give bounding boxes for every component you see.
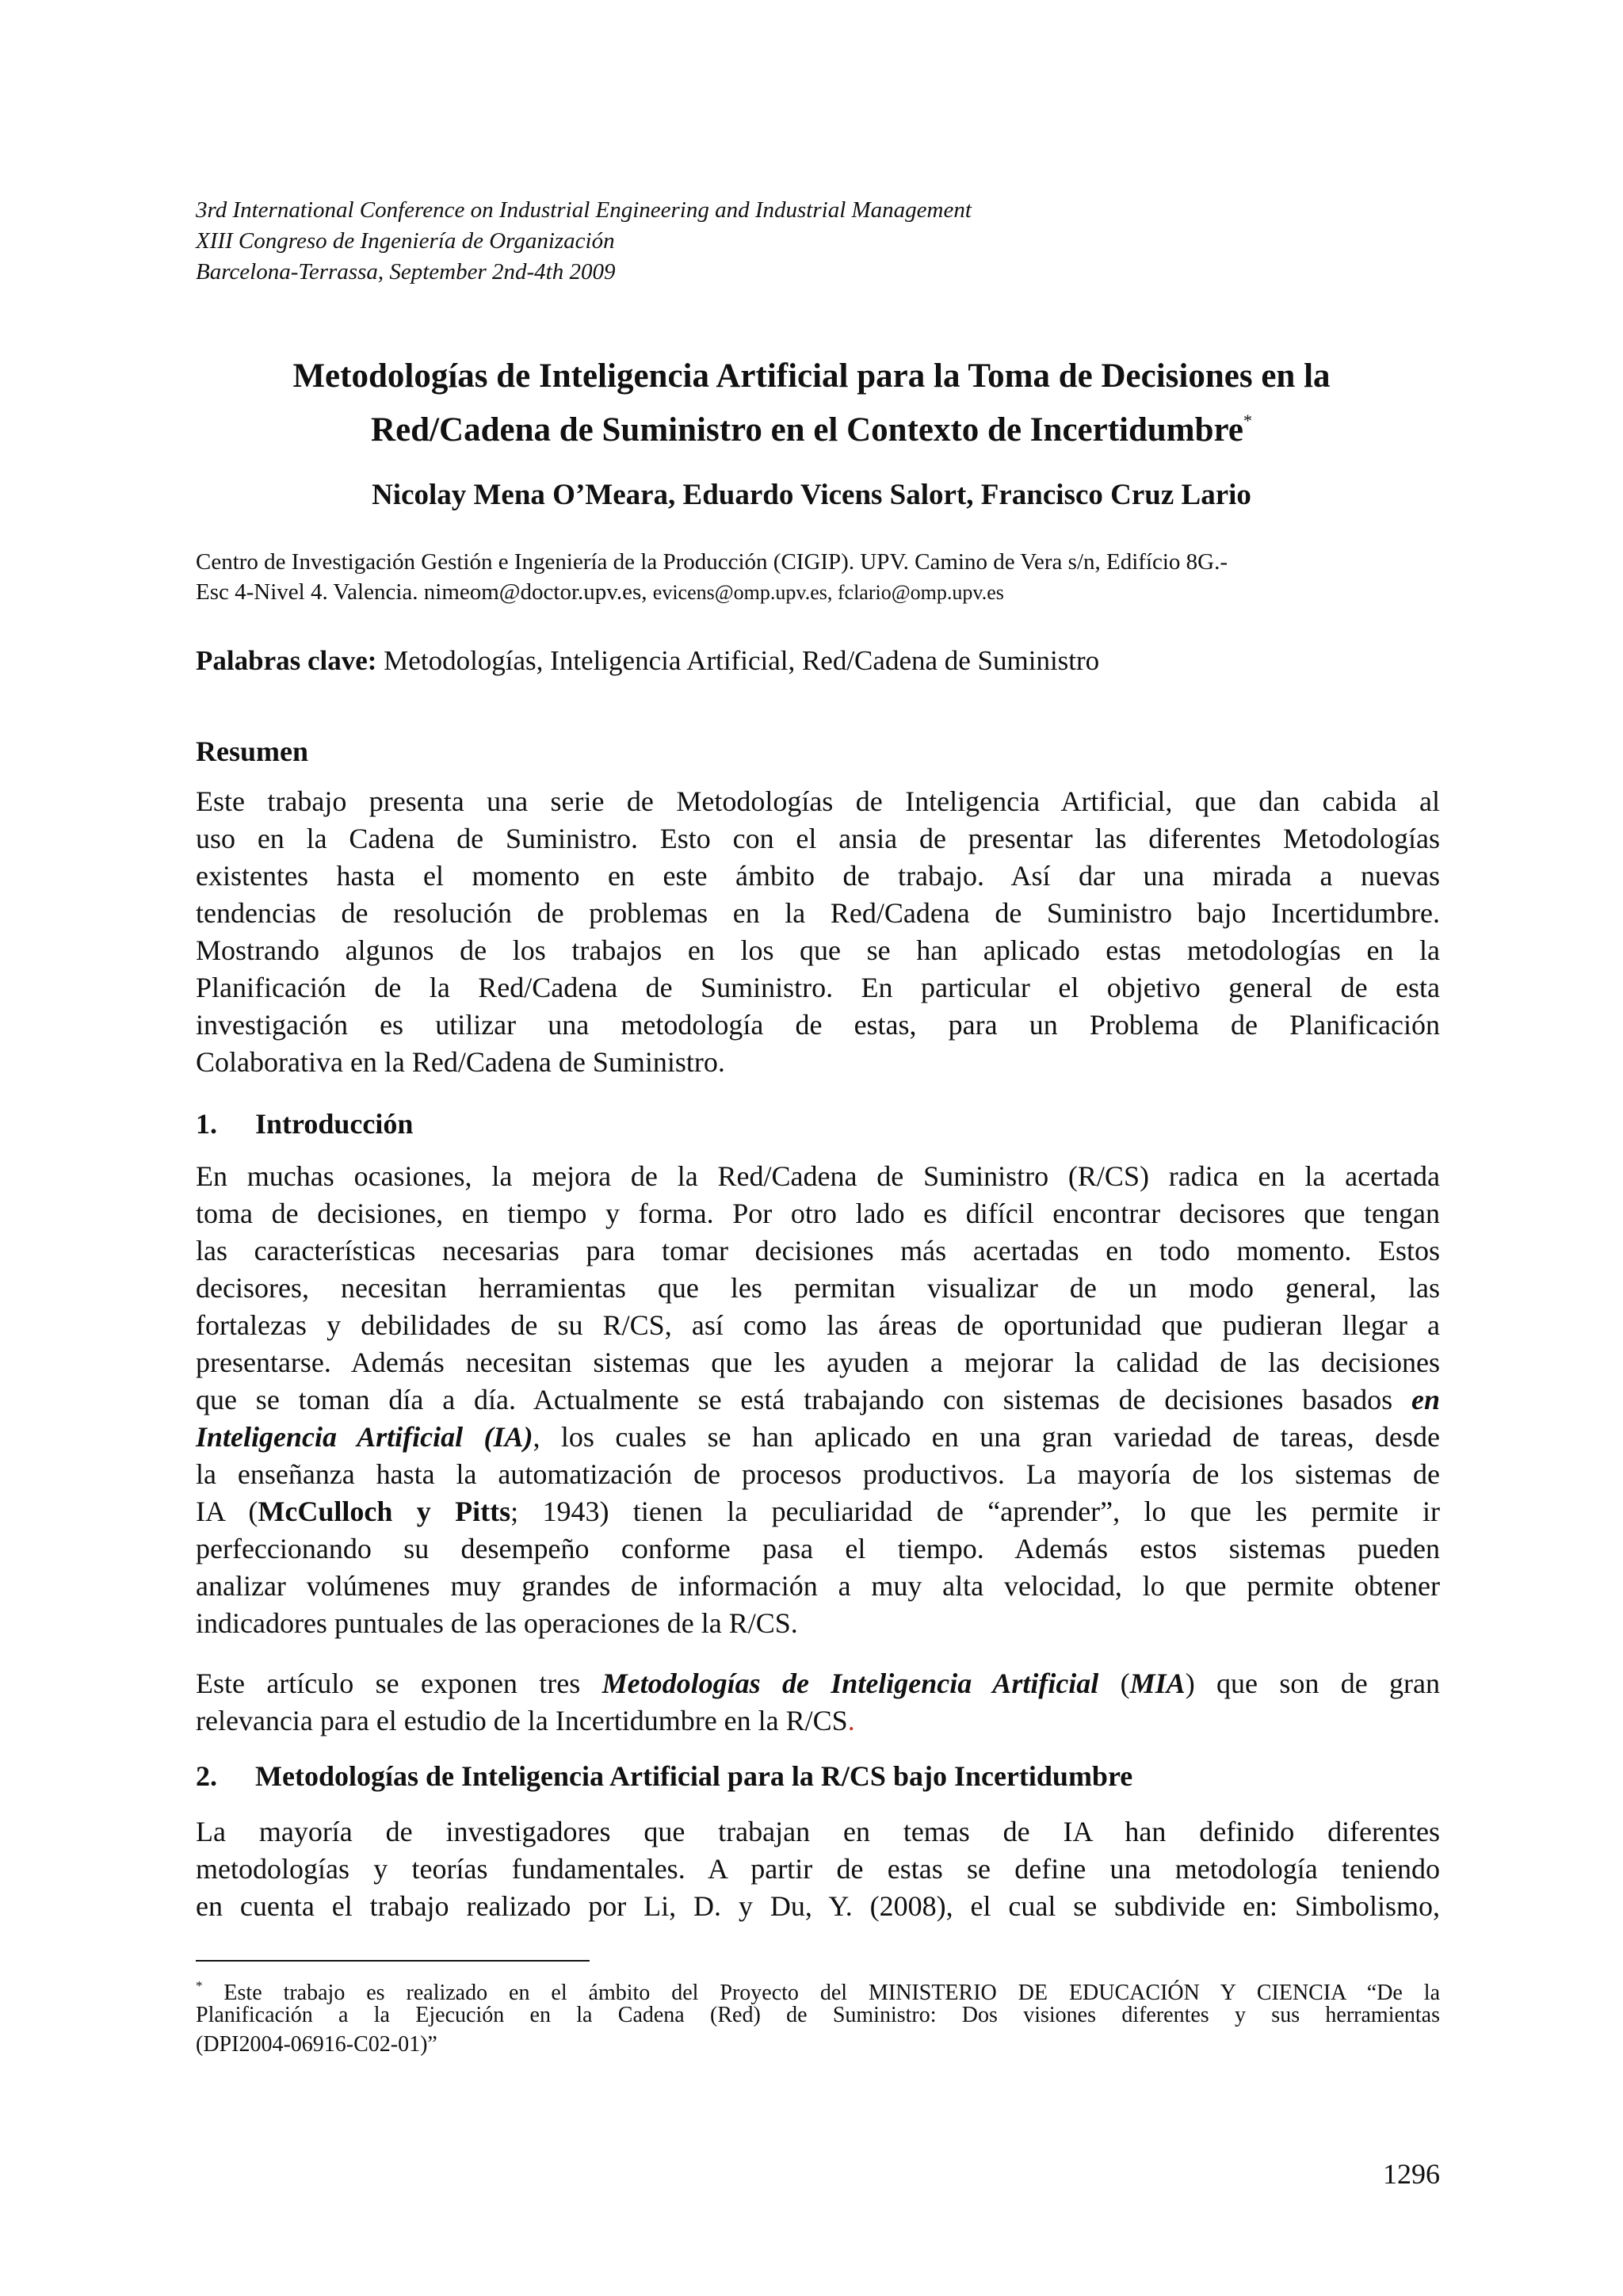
footnote-marker: * — [196, 1978, 203, 1993]
title-line-2-text: Red/Cadena de Suministro en el Contexto de Incertidumbre — [371, 411, 1243, 449]
line-text: ) que son de gran — [1185, 1668, 1441, 1699]
footnote-line: Planificación a la Ejecución en la Cadena (Red) de Suministro: Dos visiones diferentes y sus herramientas — [196, 2003, 1440, 2027]
section-2-number: 2. — [196, 1760, 217, 1792]
line-text: relevancia para el estudio de la Incertidumbre en la R/CS — [196, 1705, 848, 1736]
affiliation — [196, 547, 1440, 608]
paragraph-line: en cuenta el trabajo realizado por Li, D. y Du, Y. (2008), el cual se subdivide en: Simbolismo, — [196, 1890, 1440, 1922]
line-text: Este artículo se exponen tres — [196, 1668, 602, 1699]
footnote-line — [196, 1971, 1440, 2005]
line-text: IA ( — [196, 1496, 258, 1527]
line-text: ; 1943) tienen la peculiaridad de “aprender”, lo que les permite ir — [510, 1496, 1440, 1527]
paragraph-line — [196, 1702, 1440, 1740]
section-2-heading — [196, 1758, 1440, 1794]
paragraph-line — [196, 1381, 1440, 1419]
paragraph-line: las características necesarias para tomar decisiones más acertadas en todo momento. Estos — [196, 1235, 1440, 1266]
line-text: ( — [1098, 1668, 1130, 1699]
footnote — [196, 1971, 1440, 2059]
emphasis-mia-term: Metodologías de Inteligencia Artificial — [601, 1668, 1099, 1699]
paragraph-line: analizar volúmenes muy grandes de información a muy alta velocidad, lo que permite obtener — [196, 1570, 1440, 1602]
section-1-paragraph-2 — [196, 1665, 1440, 1740]
abstract-line: Colaborativa en la Red/Cadena de Suministro. — [196, 1046, 725, 1078]
paper-title — [127, 354, 1496, 453]
footnote-separator — [196, 1960, 590, 1962]
paragraph-line — [196, 1665, 1440, 1702]
section-1-heading — [196, 1106, 1440, 1142]
affiliation-address: Esc 4-Nivel 4. Valencia. nimeom@doctor.upv.es, — [196, 579, 653, 605]
paragraph-line — [196, 1419, 1440, 1456]
abstract-line: tendencias de resolución de problemas en la Red/Cadena de Suministro bajo Incertidumbre. — [196, 897, 1440, 929]
conference-line-1: 3rd International Conference on Industrial Engineering and Industrial Management — [196, 197, 972, 223]
abstract-line: Este trabajo presenta una serie de Metodologías de Inteligencia Artificial, que dan cabida al — [196, 785, 1440, 817]
paragraph-line: la enseñanza hasta la automatización de procesos productivos. La mayoría de los sistemas de — [196, 1458, 1440, 1490]
section-1-paragraph-1 — [196, 1158, 1440, 1642]
keywords — [196, 643, 1440, 679]
paragraph-line: metodologías y teorías fundamentales. A partir de estas se define una metodología teniendo — [196, 1853, 1440, 1885]
title-footnote-marker[interactable]: * — [1243, 411, 1252, 430]
paragraph-line: La mayoría de investigadores que trabajan en temas de IA han definido diferentes — [196, 1816, 1440, 1847]
paragraph-line: indicadores puntuales de las operaciones de la R/CS. — [196, 1607, 798, 1639]
emphasis-mia-acronym: MIA — [1129, 1668, 1186, 1699]
affiliation-emails: evicens@omp.upv.es, fclario@omp.upv.es — [652, 581, 1004, 604]
abstract-line: uso en la Cadena de Suministro. Esto con el ansia de presentar las diferentes Metodologías — [196, 823, 1440, 854]
affiliation-line-2 — [196, 577, 1440, 608]
paragraph-line: fortalezas y debilidades de su R/CS, así como las áreas de oportunidad que pudieran llegar a — [196, 1309, 1440, 1341]
abstract-body — [196, 783, 1440, 1081]
red-period: . — [847, 1705, 855, 1736]
line-text: que se toman día a día. Actualmente se está trabajando con sistemas de decisiones basados — [196, 1384, 1411, 1415]
abstract-line: investigación es utilizar una metodología de estas, para un Problema de Planificación — [196, 1009, 1440, 1041]
paragraph-line: perfeccionando su desempeño conforme pasa el tiempo. Además estos sistemas pueden — [196, 1533, 1440, 1564]
conference-line-3: Barcelona-Terrassa, September 2nd-4th 2009 — [196, 259, 616, 285]
section-1-number: 1. — [196, 1108, 217, 1140]
paragraph-line: decisores, necesitan herramientas que les permitan visualizar de un modo general, las — [196, 1272, 1440, 1304]
footnote-line: (DPI2004-06916-C02-01)” — [196, 2032, 437, 2057]
page-number: 1296 — [1383, 2158, 1440, 2190]
paragraph-line — [196, 1493, 1440, 1530]
abstract-line: Mostrando algunos de los trabajos en los que se han aplicado estas metodologías en la — [196, 934, 1440, 966]
conference-line-2: XIII Congreso de Ingeniería de Organización — [196, 228, 615, 254]
title-line-1: Metodologías de Inteligencia Artificial para la Toma de Decisiones en la — [292, 357, 1331, 395]
abstract-line: existentes hasta el momento en este ámbito de trabajo. Así dar una mirada a nuevas — [196, 860, 1440, 892]
section-2-paragraph — [196, 1813, 1440, 1925]
authors: Nicolay Mena O’Meara, Eduardo Vicens Salort, Francisco Cruz Lario — [372, 479, 1251, 511]
abstract-heading: Resumen — [196, 735, 308, 767]
affiliation-line-1: Centro de Investigación Gestión e Ingeniería de la Producción (CIGIP). UPV. Camino de Vera s/n, Edifício 8G.- — [196, 549, 1228, 575]
footnote-text: Este trabajo es realizado en el ámbito del Proyecto del MINISTERIO DE EDUCACIÓN Y CIENCIA “De la — [202, 1981, 1440, 2005]
paragraph-line: En muchas ocasiones, la mejora de la Red/Cadena de Suministro (R/CS) radica en la acertada — [196, 1160, 1440, 1192]
conference-header — [196, 195, 1384, 288]
line-text: , los cuales se han aplicado en una gran variedad de tareas, desde — [533, 1421, 1440, 1453]
emphasis-text: en — [1411, 1384, 1440, 1415]
title-line-2 — [127, 399, 1496, 453]
emphasis-term-ia: Inteligencia Artificial (IA) — [196, 1421, 533, 1453]
keywords-text: Metodologías, Inteligencia Artificial, Red/Cadena de Suministro — [376, 645, 1100, 676]
abstract-line: Planificación de la Red/Cadena de Suministro. En particular el objetivo general de esta — [196, 972, 1440, 1003]
paragraph-line: presentarse. Además necesitan sistemas que les ayuden a mejorar la calidad de las decisiones — [196, 1347, 1440, 1378]
citation-mcculloch-pitts: McCulloch y Pitts — [258, 1496, 511, 1527]
paragraph-line: toma de decisiones, en tiempo y forma. Por otro lado es difícil encontrar decisores que tengan — [196, 1198, 1440, 1229]
section-2-title: Metodologías de Inteligencia Artificial para la R/CS bajo Incertidumbre — [255, 1760, 1133, 1792]
section-1-title: Introducción — [255, 1108, 414, 1140]
keywords-label: Palabras clave: — [196, 645, 377, 676]
